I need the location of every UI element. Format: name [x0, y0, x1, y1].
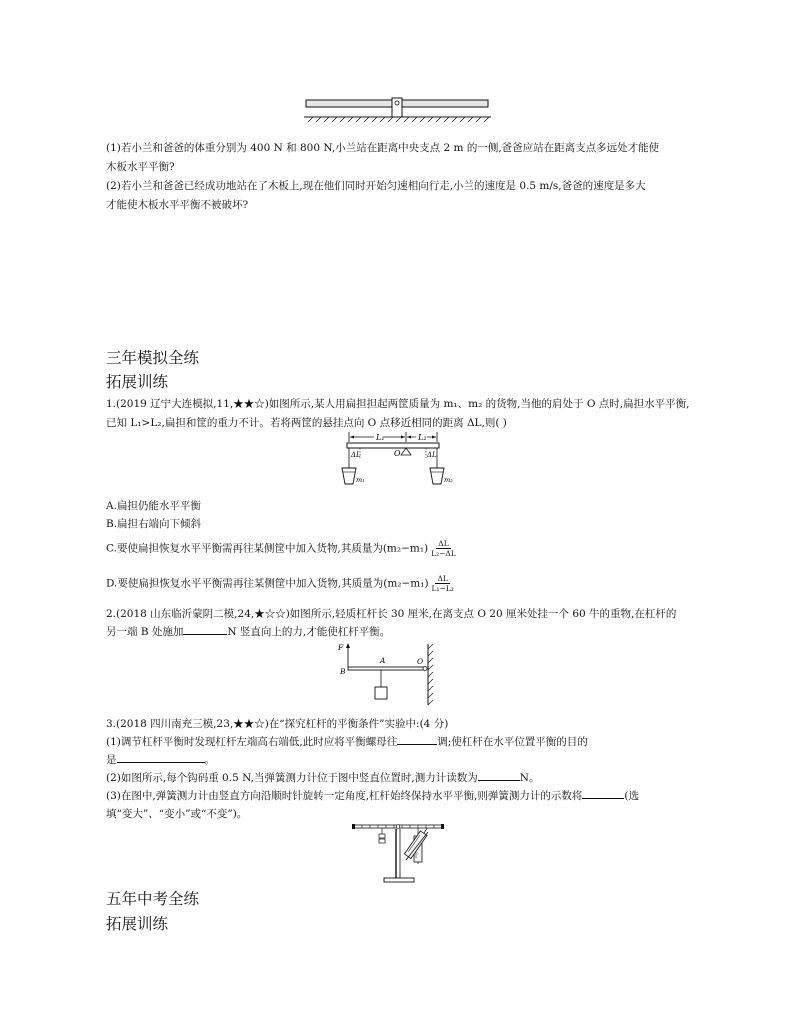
p3-line2 — [106, 733, 696, 752]
p3-line4 — [106, 769, 696, 788]
fig1-label-L2: L₂ — [418, 433, 427, 442]
p3-line3 — [106, 751, 696, 770]
fig2-label-O: O — [417, 657, 424, 666]
p1-option-d-num: ΔL — [437, 574, 448, 583]
lever-wall-figure — [338, 641, 438, 707]
p1-option-c-fraction — [429, 539, 458, 558]
p3-line3-a: 是 — [106, 754, 117, 766]
fig2-label-B: B — [340, 667, 346, 676]
p1-option-a: A.扁担仍能水平平衡 — [106, 500, 201, 512]
fig1-label-dL-left: ΔL — [351, 451, 361, 459]
p3-answer-blank-1[interactable] — [397, 733, 437, 745]
p2-line2 — [106, 623, 696, 642]
p2-line1: 2.(2018 山东临沂蒙阴二模,24,★☆☆)如图所示,轻质杠杆长 30 厘米,在离支点 O 20 厘米处挂一个 60 牛的重物,在杠杆的 — [106, 608, 677, 620]
lever-experiment-figure — [352, 820, 446, 884]
p3-line5-b: (选 — [624, 790, 639, 802]
p3-line5-a: (3)在图中,弹簧测力计由竖直方向沿顺时针旋转一定角度,杠杆始终保持水平平衡,则弹簧测力计的示数将 — [106, 790, 583, 802]
p3-line4-a: (2)如图所示,每个钩码重 0.5 N,当弹簧测力计位于图中竖直位置时,测力计读数为 — [106, 772, 478, 784]
p1-option-c-text: C.要使扁担恢复水平平衡需再往某侧筐中加入货物,其质量为(m₂−m₁) — [106, 542, 429, 555]
carrying-pole-figure — [330, 428, 470, 493]
p3-line3-b: 。 — [204, 754, 215, 766]
top-q2: (2)若小兰和爸爸已经成功地站在了木板上,现在他们同时开始匀速相向行走,小兰的速度是 0.5 m/s,爸爸的速度是多大 — [106, 180, 646, 192]
p1-line1: 1.(2019 辽宁大连模拟,11,★★☆)如图所示,某人用扁担担起两筐质量为 m₁、m₂ 的货物,当他的肩处于 O 点时,扁担水平平衡, — [106, 398, 690, 410]
fig1-label-m2: m₂ — [444, 476, 453, 484]
p3-line2-a: (1)调节杠杆平衡时发现杠杆左端高右端低,此时应将平衡螺母往 — [106, 736, 398, 748]
p1-option-d-den: L₁−L₂ — [431, 584, 454, 593]
p2-line2-b: N 竖直向上的力,才能使杠杆平衡。 — [227, 626, 391, 638]
p1-option-d-fraction — [430, 574, 456, 593]
p3-line2-b: 调;使杠杆在水平位置平衡的目的 — [437, 736, 588, 748]
fig1-label-m1: m₁ — [356, 476, 365, 484]
p1-line2: 已知 L₁>L₂,扁担和筐的重力不计。若将两筐的悬挂点向 O 点移近相同的距离 ΔL,则( ) — [106, 417, 507, 429]
seesaw-figure — [300, 94, 495, 124]
section-subtitle-1: 拓展训练 — [106, 373, 169, 391]
fig2-label-F: F — [338, 643, 344, 652]
fig1-label-L1: L₁ — [376, 433, 385, 442]
p3-line4-b: N。 — [519, 772, 540, 784]
p2-answer-blank[interactable] — [183, 623, 227, 635]
p1-option-c — [106, 539, 696, 559]
p3-line5 — [106, 787, 696, 806]
section-title-2: 五年中考全练 — [106, 890, 200, 908]
p3-answer-blank-4[interactable] — [582, 787, 624, 799]
top-q1: (1)若小兰和爸爸的体重分别为 400 N 和 800 N,小兰站在距离中央支点 2 m 的一侧,爸爸应站在距离支点多远处才能使 — [106, 142, 660, 154]
fig1-label-O: O — [394, 449, 401, 458]
section-subtitle-2: 拓展训练 — [106, 915, 169, 933]
p1-option-d — [106, 574, 696, 594]
p1-option-b: B.扁担右端向下倾斜 — [106, 518, 202, 530]
fig2-label-A: A — [380, 656, 386, 665]
p1-option-c-den: L₂−ΔL — [431, 549, 456, 558]
p3-line6: 填“变大”、“变小”或“不变”)。 — [106, 808, 248, 820]
p3-answer-blank-2[interactable] — [117, 751, 205, 763]
section-title-1: 三年模拟全练 — [106, 349, 200, 367]
p3-answer-blank-3[interactable] — [478, 769, 520, 781]
top-q2-cont: 才能使木板水平平衡不被破坏? — [106, 199, 249, 211]
p1-option-c-num: ΔL — [438, 539, 449, 548]
p1-option-d-text: D.要使扁担恢复水平平衡需再往某侧筐中加入货物,其质量为(m₂−m₁) — [106, 577, 429, 590]
fig1-label-dL-right: ΔL — [427, 451, 437, 459]
p3-line1: 3.(2018 四川南充三模,23,★★☆)在“探究杠杆的平衡条件”实验中:(4 分) — [106, 718, 449, 730]
p2-line2-a: 另一端 B 处施加 — [106, 626, 184, 638]
top-q1-cont: 木板水平平衡? — [106, 161, 175, 173]
